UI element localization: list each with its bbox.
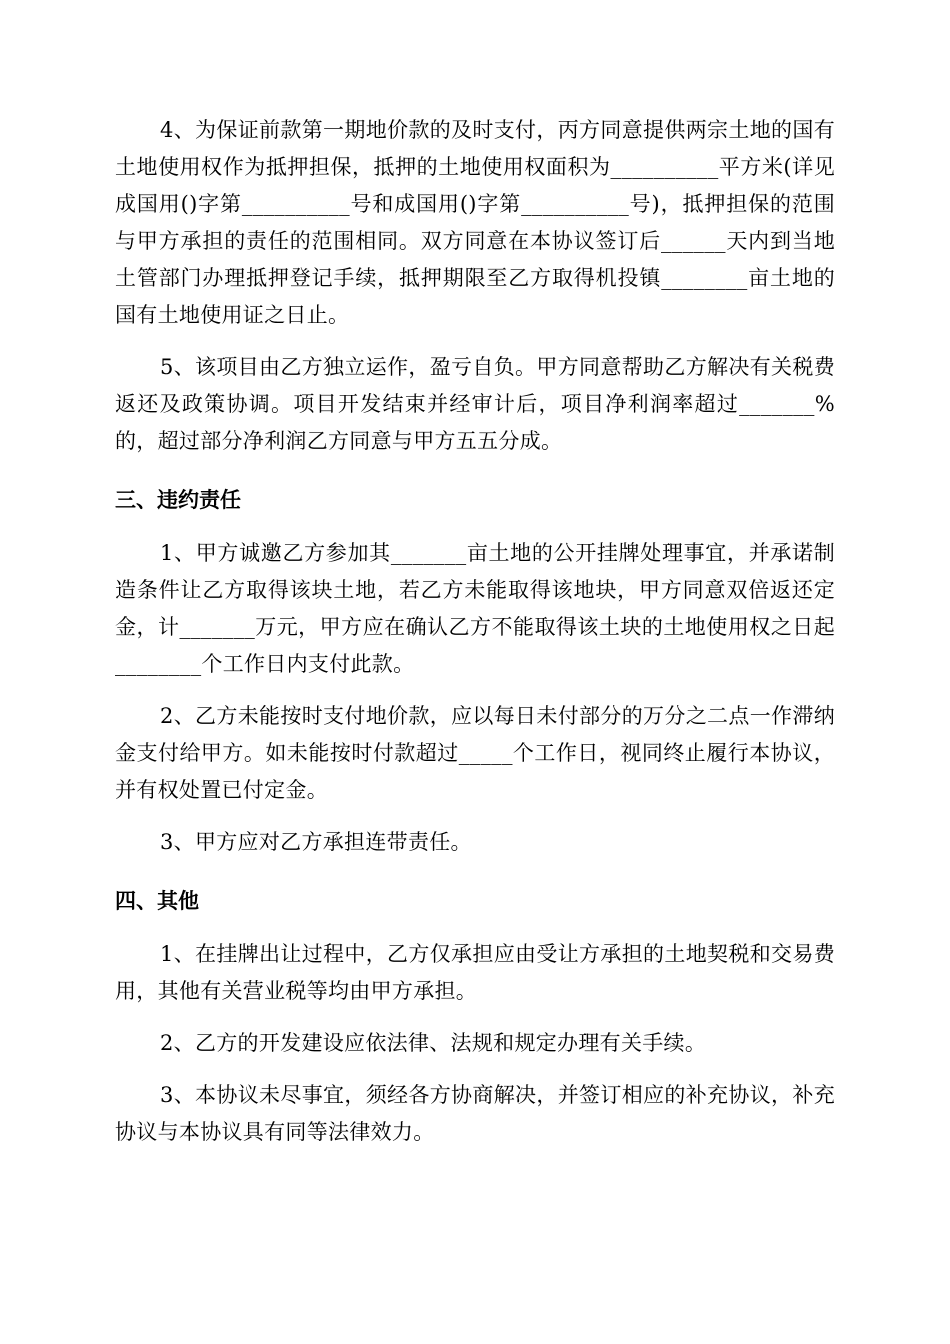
clause-3-3-paragraph: 3、甲方应对乙方承担连带责任。 — [160, 830, 472, 854]
clause-4-2-paragraph: 2、乙方的开发建设应依法律、法规和规定办理有关手续。 — [160, 1031, 707, 1055]
section-4-heading: 四、其他 — [115, 889, 199, 913]
clause-2-4-paragraph: 4、为保证前款第一期地价款的及时支付，丙方同意提供两宗土地的国有土地使用权作为抵押担保，抵押的土地使用权面积为__________平方米(详见成国用()字第__________号和成国用()字第__________号)，抵押担保的范围与甲方承担的责任的范围相同。双方同意在本协议签订后______天内到当地土管部门办理抵押登记手续，抵押期限至乙方取得机投镇________亩土地的国有土地使用证之日止。 — [115, 118, 835, 327]
section-3-heading: 三、违约责任 — [115, 488, 241, 512]
clause-4-3-paragraph: 3、本协议未尽事宜，须经各方协商解决，并签订相应的补充协议，补充协议与本协议具有同等法律效力。 — [115, 1083, 835, 1144]
clause-4-1-paragraph: 1、在挂牌出让过程中，乙方仅承担应由受让方承担的土地契税和交易费用，其他有关营业税等均由甲方承担。 — [115, 942, 835, 1003]
clause-3-2-paragraph: 2、乙方未能按时支付地价款，应以每日未付部分的万分之二点一作滞纳金支付给甲方。如未能按时付款超过_____个工作日，视同终止履行本协议，并有权处置已付定金。 — [115, 704, 835, 802]
clause-2-5-paragraph: 5、该项目由乙方独立运作，盈亏自负。甲方同意帮助乙方解决有关税费返还及政策协调。项目开发结束并经审计后，项目净利润率超过_______%的，超过部分净利润乙方同意与甲方五五分成。 — [115, 355, 835, 453]
clause-3-1-paragraph: 1、甲方诚邀乙方参加其_______亩土地的公开挂牌处理事宜，并承诺制造条件让乙方取得该块土地，若乙方未能取得该地块，甲方同意双倍返还定金，计_______万元，甲方应在确认乙方不能取得该土块的土地使用权之日起________个工作日内支付此款。 — [115, 541, 835, 676]
